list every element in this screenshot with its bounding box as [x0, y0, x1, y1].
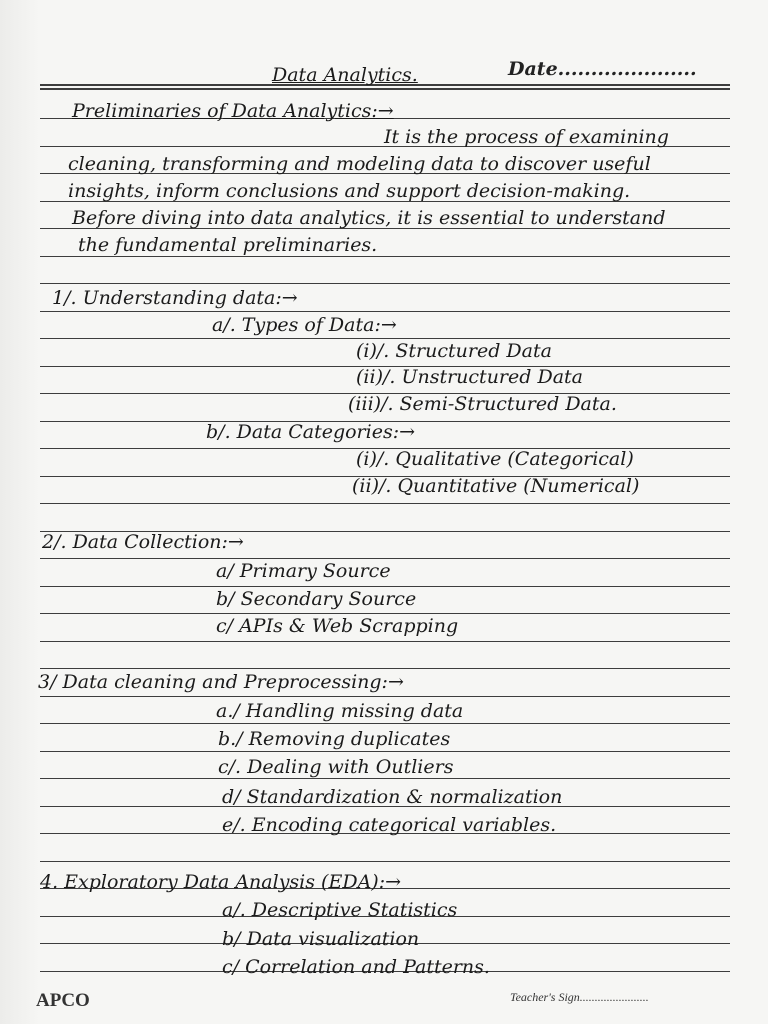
intro-line: Before diving into data analytics, it is essential to understand — [72, 207, 666, 229]
section-item: e/. Encoding categorical variables. — [222, 814, 557, 836]
rule-line — [40, 88, 730, 90]
section-heading: 4. Exploratory Data Analysis (EDA):→ — [40, 871, 402, 893]
section-item: (ii)/. Quantitative (Numerical) — [352, 475, 640, 497]
rule-line — [40, 283, 730, 284]
rule-line — [40, 338, 730, 339]
section-item: a/ Primary Source — [216, 560, 391, 582]
section-item: (iii)/. Semi-Structured Data. — [348, 393, 617, 415]
section-item: a/. Types of Data:→ — [212, 314, 397, 336]
section-item: (i)/. Structured Data — [356, 340, 552, 362]
intro-line: cleaning, transforming and modeling data to discover useful — [68, 153, 651, 175]
section-heading: 2/. Data Collection:→ — [42, 531, 244, 553]
section-item: c/ Correlation and Patterns. — [222, 956, 490, 978]
section-heading: 1/. Understanding data:→ — [52, 287, 298, 309]
section-item: c/. Dealing with Outliers — [218, 756, 454, 778]
section-item: a/. Descriptive Statistics — [222, 899, 458, 921]
section-item: b/ Secondary Source — [216, 588, 417, 610]
rule-line — [40, 311, 730, 312]
section-item: b/. Data Categories:→ — [206, 421, 416, 443]
rule-line — [40, 613, 730, 614]
intro-line: It is the process of examining — [384, 126, 669, 148]
section-item: b/ Data visualization — [222, 928, 420, 950]
brand-logo-text: APCO — [36, 990, 90, 1011]
rule-line — [40, 668, 730, 669]
rule-line — [40, 558, 730, 559]
section-item: (ii)/. Unstructured Data — [356, 366, 583, 388]
rule-line — [40, 503, 730, 504]
section-item: c/ APIs & Web Scrapping — [216, 615, 459, 637]
rule-line — [40, 641, 730, 642]
rule-line — [40, 256, 730, 257]
rule-line — [40, 751, 730, 752]
page-edge — [0, 0, 40, 1024]
section-item: (i)/. Qualitative (Categorical) — [356, 448, 634, 470]
section-item: d/ Standardization & normalization — [222, 786, 563, 808]
intro-line: the fundamental preliminaries. — [78, 234, 378, 256]
section-item: b./ Removing duplicates — [218, 728, 451, 750]
teacher-sign-label: Teacher's Sign....................... — [510, 990, 649, 1004]
rule-line — [40, 586, 730, 587]
rule-line — [40, 696, 730, 697]
section-heading: 3/ Data cleaning and Preprocessing:→ — [38, 671, 404, 693]
intro-line: insights, inform conclusions and support decision-making. — [68, 180, 631, 202]
rule-line — [40, 861, 730, 862]
section-item: a./ Handling missing data — [216, 700, 464, 722]
rule-line — [40, 723, 730, 724]
date-label: Date..................... — [508, 58, 697, 80]
intro-heading: Preliminaries of Data Analytics:→ — [72, 100, 394, 122]
page-title: Data Analytics. — [272, 64, 418, 86]
rule-line — [40, 778, 730, 779]
